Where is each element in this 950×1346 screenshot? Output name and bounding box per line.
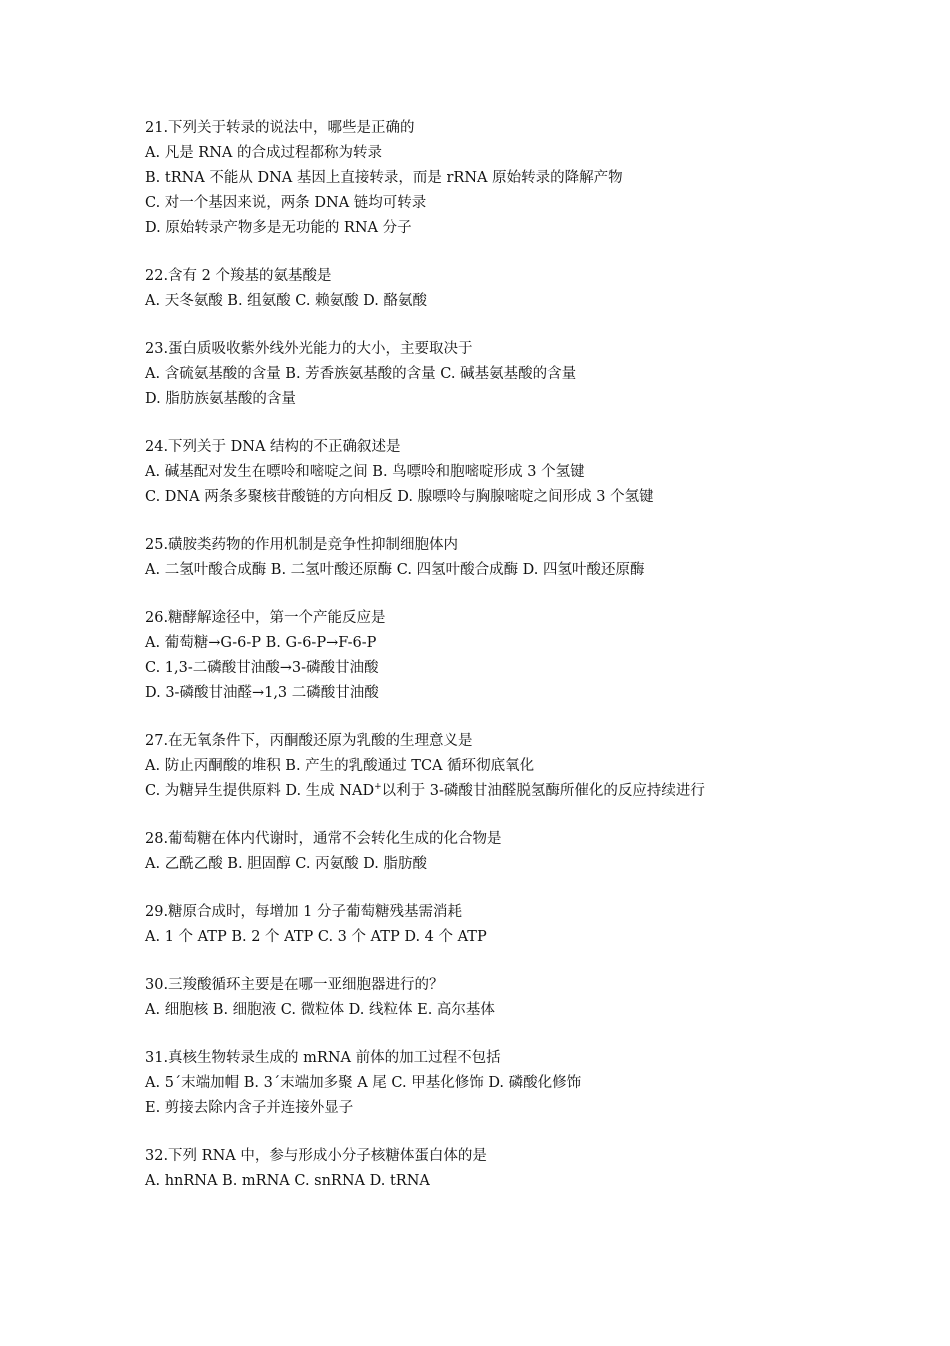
- answer-options-line: E. 剪接去除内含子并连接外显子: [145, 1100, 354, 1116]
- question-stem: 27.在无氧条件下，丙酮酸还原为乳酸的生理意义是: [145, 733, 473, 749]
- question-block: [145, 1144, 815, 1194]
- answer-options-line: C. 1,3-二磷酸甘油酸→3-磷酸甘油酸: [145, 660, 379, 676]
- question-block: [145, 900, 815, 950]
- question-stem: 25.磺胺类药物的作用机制是竞争性抑制细胞体内: [145, 537, 459, 553]
- question-block: [145, 827, 815, 877]
- question-block: [145, 116, 815, 241]
- question-stem: 29.糖原合成时，每增加 1 分子葡萄糖残基需消耗: [145, 904, 463, 920]
- question-block: [145, 606, 815, 706]
- question-stem: 21.下列关于转录的说法中，哪些是正确的: [145, 120, 415, 136]
- answer-options-line: A. 碱基配对发生在嘌呤和嘧啶之间 B. 鸟嘌呤和胞嘧啶形成 3 个氢键: [145, 464, 585, 480]
- answer-options-line: C. DNA 两条多聚核苷酸链的方向相反 D. 腺嘌呤与胸腺嘧啶之间形成 3 个氢键: [145, 489, 654, 505]
- question-block: [145, 264, 815, 314]
- question-stem: 28.葡萄糖在体内代谢时，通常不会转化生成的化合物是: [145, 831, 502, 847]
- answer-options-line: A. 葡萄糖→G-6-P B. G-6-P→F-6-P: [145, 635, 377, 651]
- answer-options-line: A. 乙酰乙酸 B. 胆固醇 C. 丙氨酸 D. 脂肪酸: [145, 856, 428, 872]
- answer-options-line: [145, 779, 815, 804]
- answer-options-line: A. hnRNA B. mRNA C. snRNA D. tRNA: [145, 1173, 430, 1189]
- answer-options-line: A. 1 个 ATP B. 2 个 ATP C. 3 个 ATP D. 4 个 ATP: [145, 929, 487, 945]
- question-list: [145, 116, 815, 1217]
- answer-options-line: D. 3-磷酸甘油醛→1,3 二磷酸甘油酸: [145, 685, 379, 701]
- question-stem: 22.含有 2 个羧基的氨基酸是: [145, 268, 332, 284]
- option-text: 以利于 3-磷酸甘油醛脱氢酶所催化的反应持续进行: [381, 783, 705, 799]
- answer-options-line: A. 防止丙酮酸的堆积 B. 产生的乳酸通过 TCA 循环彻底氧化: [145, 758, 535, 774]
- question-stem: 23.蛋白质吸收紫外线外光能力的大小，主要取决于: [145, 341, 473, 357]
- answer-options-line: C. 对一个基因来说，两条 DNA 链均可转录: [145, 195, 427, 211]
- question-block: [145, 435, 815, 510]
- question-block: [145, 337, 815, 412]
- answer-options-line: D. 脂肪族氨基酸的含量: [145, 391, 296, 407]
- answer-options-line: A. 二氢叶酸合成酶 B. 二氢叶酸还原酶 C. 四氢叶酸合成酶 D. 四氢叶酸还原酶: [145, 562, 645, 578]
- answer-options-line: A. 5´末端加帽 B. 3´末端加多聚 A 尾 C. 甲基化修饰 D. 磷酸化修饰: [145, 1075, 582, 1091]
- question-block: [145, 1046, 815, 1121]
- question-block: [145, 533, 815, 583]
- answer-options-line: A. 含硫氨基酸的含量 B. 芳香族氨基酸的含量 C. 碱基氨基酸的含量: [145, 366, 577, 382]
- answer-options-line: A. 凡是 RNA 的合成过程都称为转录: [145, 145, 382, 161]
- answer-options-line: B. tRNA 不能从 DNA 基因上直接转录，而是 rRNA 原始转录的降解产物: [145, 170, 623, 186]
- answer-options-line: D. 原始转录产物多是无功能的 RNA 分子: [145, 220, 412, 236]
- question-stem: 30.三羧酸循环主要是在哪一亚细胞器进行的？: [145, 977, 444, 993]
- question-stem: 24.下列关于 DNA 结构的不正确叙述是: [145, 439, 401, 455]
- superscript-plus: +: [374, 782, 382, 793]
- answer-options-line: A. 天冬氨酸 B. 组氨酸 C. 赖氨酸 D. 酪氨酸: [145, 293, 428, 309]
- question-block: [145, 729, 815, 804]
- question-stem: 31.真核生物转录生成的 mRNA 前体的加工过程不包括: [145, 1050, 501, 1066]
- option-text: C. 为糖异生提供原料 D. 生成 NAD: [145, 783, 375, 799]
- question-block: [145, 973, 815, 1023]
- question-stem: 26.糖酵解途径中，第一个产能反应是: [145, 610, 386, 626]
- question-stem: 32.下列 RNA 中，参与形成小分子核糖体蛋白体的是: [145, 1148, 487, 1164]
- answer-options-line: A. 细胞核 B. 细胞液 C. 微粒体 D. 线粒体 E. 高尔基体: [145, 1002, 495, 1018]
